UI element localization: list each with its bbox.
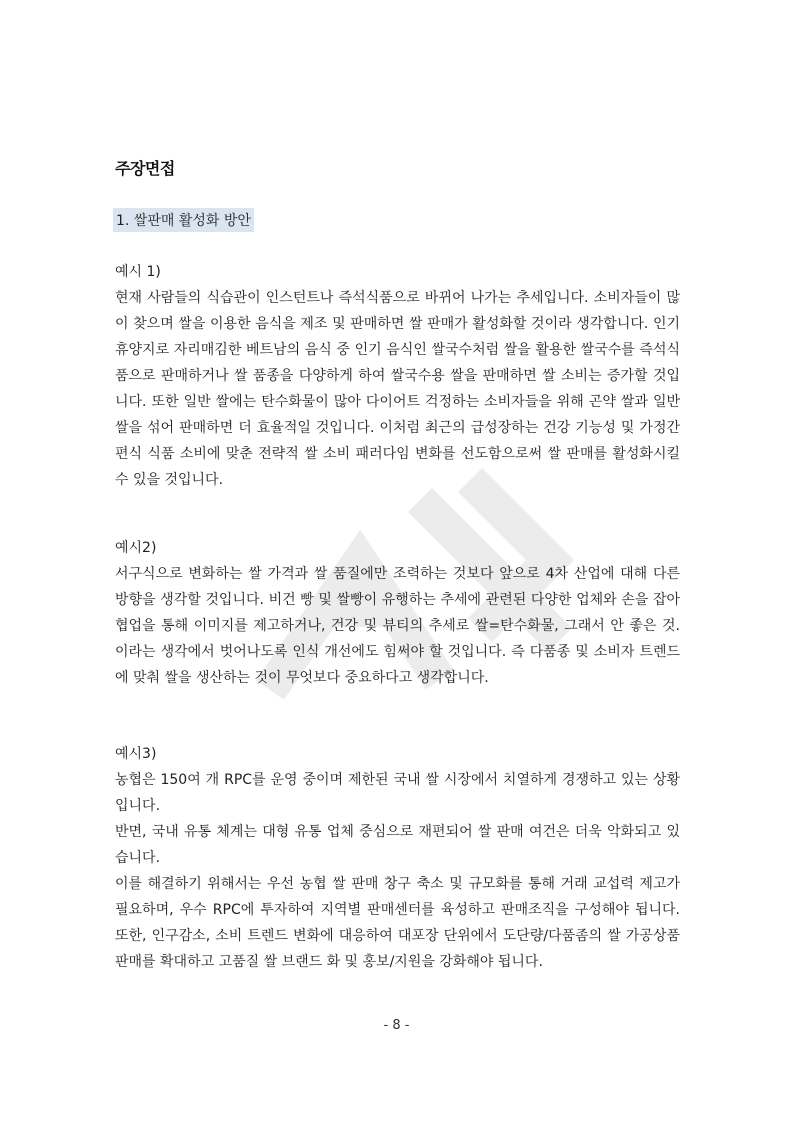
example-3-paragraph-1: 농협은 150여 개 RPC를 운영 중이며 제한된 국내 쌀 시장에서 치열하게 경쟁하고 있는 상황입니다. — [115, 772, 680, 814]
example-1-section — [115, 259, 680, 493]
example-3-paragraph-2: 반면, 국내 유통 체계는 대형 유통 업체 중심으로 재편되어 쌀 판매 여건은 더욱 악화되고 있습니다. — [115, 824, 680, 866]
page-heading: 주장면접 — [115, 159, 175, 178]
example-1-label: 예시 1) — [115, 264, 161, 280]
example-2-label: 예시2) — [115, 540, 157, 556]
section-title: 1. 쌀판매 활성화 방안 — [113, 208, 254, 232]
example-3-paragraph-3: 이를 해결하기 위해서는 우선 농협 쌀 판매 창구 축소 및 규모화를 통해 거래 교섭력 제고가 필요하며, 우수 RPC에 투자하여 지역별 판매센터를 육성하고 판매조직을 구성해야 됩니다. 또한, 인구감소, 소비 트렌드 변화에 대응하여 대포장 단위에서 도단량/다품좀의 쌀 가공상품 판매를 확대하고 고품질 쌀 브랜드 화 및 홍보/지원을 강화해야 됩니다. — [115, 876, 680, 970]
example-2-paragraph: 서구식으로 변화하는 쌀 가격과 쌀 품질에만 조력하는 것보다 앞으로 4차 산업에 대해 다른 방향을 생각할 것입니다. 비건 빵 및 쌀빵이 유행하는 추세에 관련된 다양한 업체와 손을 잡아 협업을 통해 이미지를 제고하거나, 건강 및 뷰티의 추세로 쌀=탄수화물, 그래서 안 좋은 것.이라는 생각에서 벗어나도록 인식 개선에도 힘써야 할 것입니다. 즉 다품종 및 소비자 트렌드에 맞춰 쌀을 생산하는 것이 무엇보다 중요하다고 생각합니다. — [115, 566, 680, 686]
example-2-section — [115, 535, 680, 691]
example-1-paragraph: 현재 사람들의 식습관이 인스턴트나 즉석식품으로 바뀌어 나가는 추세입니다. 소비자들이 많이 찾으며 쌀을 이용한 음식을 제조 및 판매하면 쌀 판매가 활성화할 것이라 생각합니다. 인기 휴양지로 자리매김한 베트남의 음식 중 인기 음식인 쌀국수처럼 쌀을 활용한 쌀국수를 즉석식품으로 판매하거나 쌀 품종을 다양하게 하여 쌀국수용 쌀을 판매하면 쌀 소비는 증가할 것입니다. 또한 일반 쌀에는 탄수화물이 많아 다이어트 걱정하는 소비자들을 위해 곤약 쌀과 일반 쌀을 섞어 판매하면 더 효율적일 것입니다. 이처럼 최근의 급성장하는 건강 기능성 및 가정간편식 식품 소비에 맞춘 전략적 쌀 소비 패러다임 변화를 선도함으로써 쌀 판매를 활성화시킬 수 있을 것입니다. — [115, 290, 680, 488]
example-3-label: 예시3) — [115, 746, 157, 762]
page-number: - 8 - — [383, 1018, 410, 1033]
example-3-section — [115, 741, 680, 975]
